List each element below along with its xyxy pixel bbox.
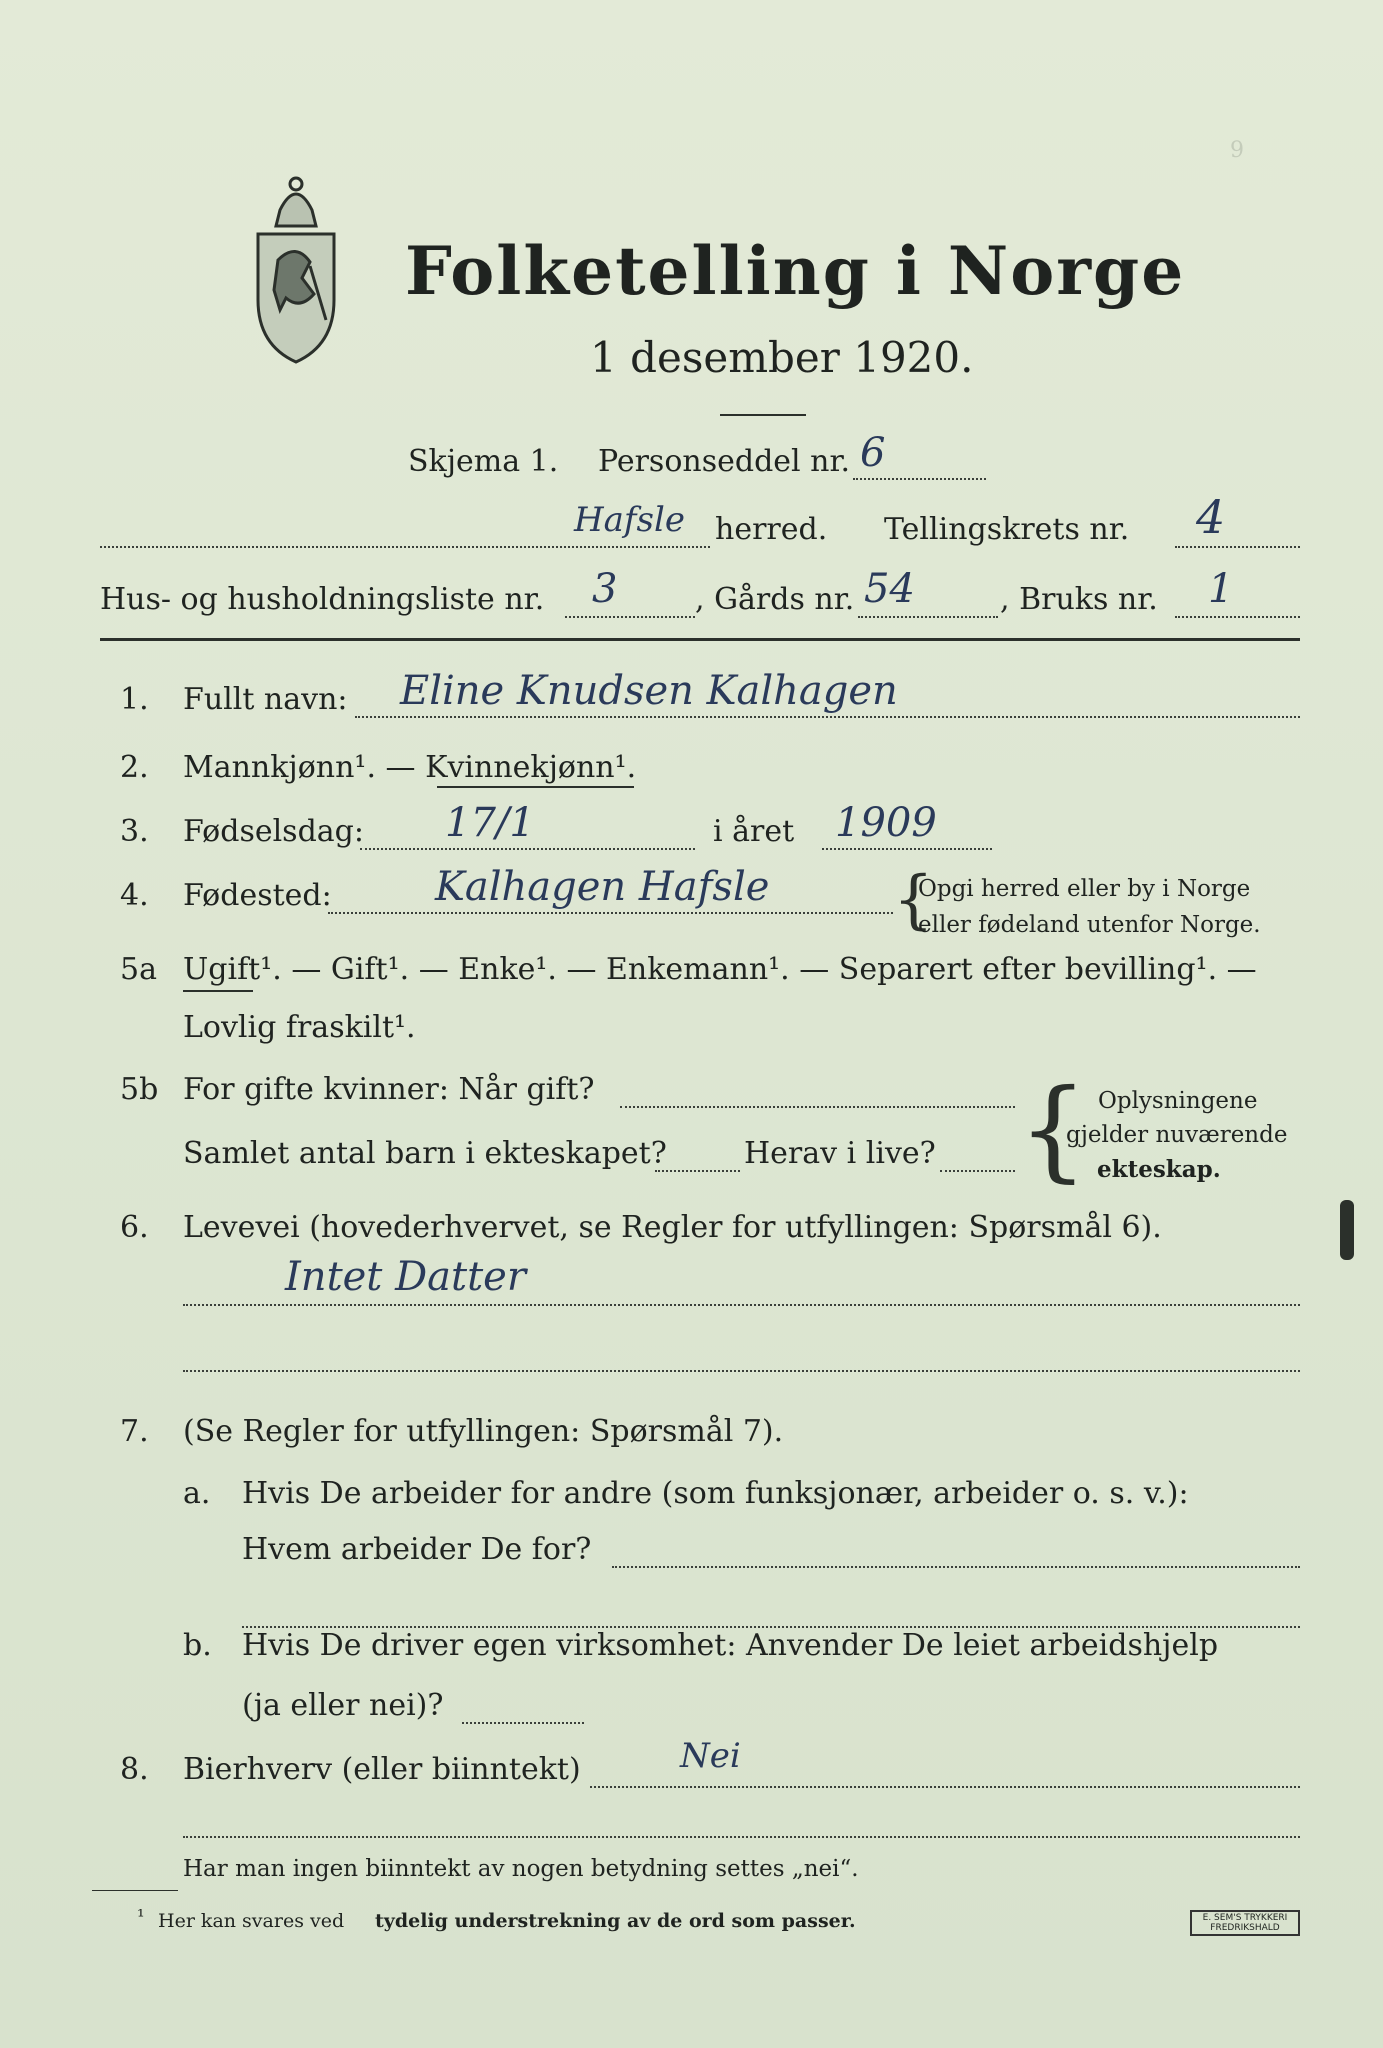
hus-label: Hus- og husholdningsliste nr. <box>100 582 545 617</box>
q5b-note-line-3: ekteskap. <box>1097 1156 1221 1183</box>
q3-label: Fødselsdag: <box>183 814 364 849</box>
q6-line-2 <box>183 1370 1300 1372</box>
q7a-label-2: Hvem arbeider De for? <box>242 1532 592 1567</box>
q6-number: 6. <box>120 1210 149 1245</box>
q2-number: 2. <box>120 750 149 785</box>
q5b-brace: { <box>1018 1065 1088 1193</box>
q7b-label: Hvis De driver egen virksomhet: Anvender De leiet arbeidshjelp <box>242 1628 1219 1663</box>
q5b-note-line-2: gjelder nuværende <box>1066 1122 1288 1148</box>
q8-line <box>590 1786 1300 1788</box>
q8-label: Bierhverv (eller biinntekt) <box>183 1752 581 1787</box>
bleed-through-text: 9 <box>1230 138 1244 163</box>
bruks-line <box>1175 616 1300 618</box>
q8-line-2 <box>183 1836 1300 1838</box>
note-nei: Har man ingen biinntekt av nogen betydning settes „nei“. <box>183 1856 859 1882</box>
q5b-note-line-1: Oplysningene <box>1098 1088 1258 1114</box>
q3-year-line <box>822 848 992 850</box>
hus-line <box>565 616 695 618</box>
q5a-underline-ugift <box>183 990 253 992</box>
q4-brace: { <box>893 863 934 937</box>
printer-stamp-line-1: E. SEM'S TRYKKERI <box>1202 1913 1288 1923</box>
q8-number: 8. <box>120 1752 149 1787</box>
q5b-label-2: Samlet antal barn i ekteskapet? <box>183 1136 667 1171</box>
q4-line <box>328 912 893 914</box>
personseddel-line <box>853 478 986 480</box>
q5b-married-line <box>620 1106 1015 1108</box>
q4-label: Fødested: <box>183 878 332 913</box>
q2-underline-kvinnekjonn <box>437 786 634 788</box>
header-rule <box>100 638 1300 641</box>
binding-mark <box>1340 1200 1354 1260</box>
q1-value: Eline Knudsen Kalhagen <box>400 668 898 714</box>
q5b-label: For gifte kvinner: Når gift? <box>183 1072 595 1107</box>
q5a-label-2: Lovlig fraskilt¹. <box>183 1010 416 1045</box>
q3-value: 17/1 <box>445 800 535 846</box>
gards-line <box>858 616 998 618</box>
q5a-number: 5a <box>120 952 157 987</box>
tellingskrets-label: Tellingskrets nr. <box>884 512 1130 547</box>
hus-value: 3 <box>592 566 618 612</box>
tellingskrets-line <box>1175 546 1300 548</box>
q4-number: 4. <box>120 878 149 913</box>
q5b-children-line <box>655 1170 740 1172</box>
bruks-label: , Bruks nr. <box>1000 582 1158 617</box>
herred-line <box>100 546 710 548</box>
q6-value: Intet Datter <box>285 1254 526 1300</box>
q3-year-label: i året <box>713 814 795 849</box>
q7b-number: b. <box>183 1628 212 1663</box>
q4-value: Kalhagen Hafsle <box>435 864 770 910</box>
footnote-mark: ¹ <box>137 1906 145 1928</box>
title-divider <box>720 414 806 416</box>
q1-line <box>355 716 1300 718</box>
gards-value: 54 <box>864 566 915 612</box>
bruks-value: 1 <box>1208 566 1234 612</box>
q7-label: (Se Regler for utfyllingen: Spørsmål 7). <box>183 1414 784 1449</box>
q7b-label-2: (ja eller nei)? <box>242 1688 444 1723</box>
herred-label: herred. <box>715 512 828 547</box>
schema-label: Skjema 1. <box>408 444 559 479</box>
q1-number: 1. <box>120 682 149 717</box>
personseddel-label: Personseddel nr. <box>598 444 851 479</box>
footnote-rule <box>92 1890 178 1891</box>
footnote-text-2: tydelig understrekning av de ord som passer. <box>375 1910 856 1932</box>
q3-line <box>360 848 695 850</box>
q5a-label: Ugift¹. — Gift¹. — Enke¹. — Enkemann¹. — Separert efter bevilling¹. — <box>183 952 1257 987</box>
form-title: Folketelling i Norge <box>405 232 1186 310</box>
coat-of-arms-icon <box>240 170 352 370</box>
q7a-number: a. <box>183 1476 211 1511</box>
q3-year-value: 1909 <box>835 800 937 846</box>
q7a-line-1 <box>612 1566 1300 1568</box>
q1-label: Fullt navn: <box>183 682 348 717</box>
q6-label: Levevei (hovederhvervet, se Regler for utfyllingen: Spørsmål 6). <box>183 1210 1162 1245</box>
herred-value: Hafsle <box>574 500 685 540</box>
gards-label: , Gårds nr. <box>695 582 855 617</box>
form-date: 1 desember 1920. <box>590 333 974 382</box>
q7b-line <box>462 1722 584 1724</box>
personseddel-value: 6 <box>860 430 886 476</box>
q3-number: 3. <box>120 814 149 849</box>
footnote-text-1: Her kan svares ved <box>158 1910 345 1932</box>
q7-number: 7. <box>120 1414 149 1449</box>
printer-stamp <box>1190 1910 1300 1936</box>
q5b-number: 5b <box>120 1072 159 1107</box>
q2-label: Mannkjønn¹. — Kvinnekjønn¹. <box>183 750 637 785</box>
q5b-label-3: Herav i live? <box>744 1136 936 1171</box>
q8-value: Nei <box>680 1736 741 1776</box>
q5b-alive-line <box>940 1170 1015 1172</box>
q7a-label: Hvis De arbeider for andre (som funksjonær, arbeider o. s. v.): <box>242 1476 1189 1511</box>
q6-line-1 <box>183 1304 1300 1306</box>
tellingskrets-value: 4 <box>1196 490 1226 544</box>
q4-note-line-2: eller fødeland utenfor Norge. <box>918 912 1261 938</box>
printer-stamp-line-2: FREDRIKSHALD <box>1210 1923 1280 1933</box>
q4-note-line-1: Opgi herred eller by i Norge <box>918 876 1251 902</box>
